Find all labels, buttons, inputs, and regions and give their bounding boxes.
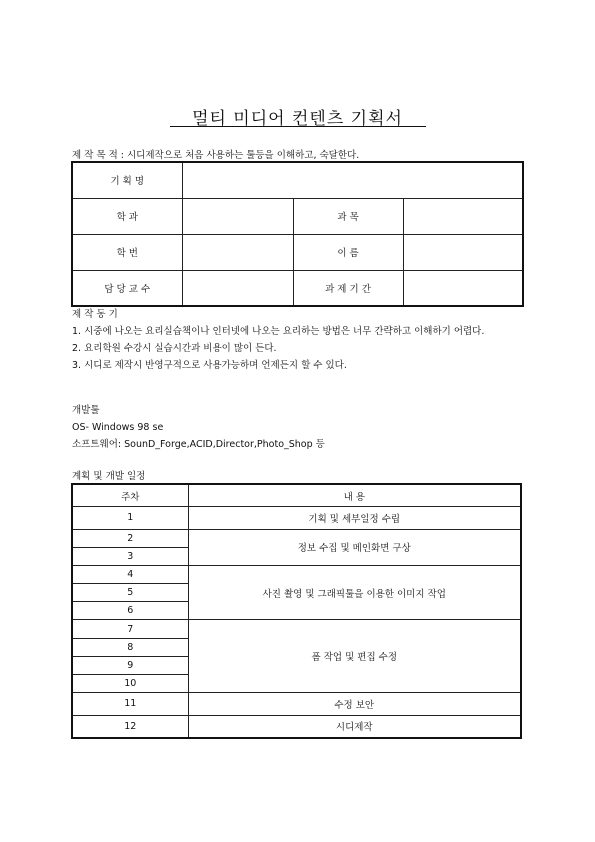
name-label: 이 름 [293, 234, 403, 270]
week-cell: 10 [72, 675, 188, 693]
week-cell: 3 [72, 547, 188, 565]
motive-item-1: 1. 시중에 나오는 요리실습책이나 인터넷에 나오는 요리하는 방법은 너무 간략하고 이해하기 어렵다. [72, 326, 485, 337]
table-row [72, 529, 521, 547]
department-value [182, 198, 293, 234]
production-purpose: 제 작 목 적 : 시디제작으로 처음 사용하는 툴등을 이해하고, 숙달한다. [72, 150, 360, 161]
week-cell: 5 [72, 584, 188, 602]
plan-name-value [182, 162, 523, 198]
task-cell: 기획 및 세부일정 수립 [188, 507, 521, 530]
task-cell: 사진 촬영 및 그래픽툴을 이용한 이미지 작업 [188, 565, 521, 620]
week-cell: 9 [72, 656, 188, 674]
table-row [72, 620, 521, 638]
table-row [72, 715, 521, 738]
document-title: 멀티 미디어 컨텐츠 기획서 [192, 109, 403, 129]
dev-tools-section [72, 402, 524, 453]
week-cell: 7 [72, 620, 188, 638]
name-value [403, 234, 523, 270]
course-label: 과 목 [293, 198, 403, 234]
schedule-content-header: 내 용 [188, 484, 521, 507]
motive-section [72, 306, 524, 374]
week-cell: 1 [72, 507, 188, 530]
task-cell: 폼 작업 및 편집 수정 [188, 620, 521, 693]
course-value [403, 198, 523, 234]
week-cell: 2 [72, 529, 188, 547]
task-cell: 정보 수집 및 메인화면 구상 [188, 529, 521, 565]
title-underline [170, 126, 426, 127]
professor-label: 담 당 교 수 [72, 270, 182, 306]
dev-software: 소프트웨어: SounD_Forge,ACID,Director,Photo_Shop 등 [72, 439, 325, 450]
task-cell: 수정 보안 [188, 693, 521, 716]
table-row [72, 507, 521, 530]
schedule-table [71, 483, 522, 739]
department-label: 학 과 [72, 198, 182, 234]
motive-heading: 제 작 동 기 [72, 309, 118, 320]
period-value [403, 270, 523, 306]
table-row [72, 693, 521, 716]
table-row [72, 565, 521, 583]
dev-tools-heading: 개발툴 [72, 405, 100, 416]
student-id-value [182, 234, 293, 270]
week-cell: 6 [72, 602, 188, 620]
plan-info-table [71, 161, 524, 307]
motive-item-2: 2. 요리학원 수강시 실습시간과 비용이 많이 든다. [72, 343, 277, 354]
professor-value [182, 270, 293, 306]
motive-item-3: 3. 시디로 제작시 반영구적으로 사용가능하며 언제든지 할 수 있다. [72, 360, 347, 371]
dev-os: OS- Windows 98 se [72, 422, 164, 433]
schedule-caption: 계획 및 개발 일정 [72, 471, 146, 482]
task-cell: 시디제작 [188, 715, 521, 738]
week-cell: 11 [72, 693, 188, 716]
student-id-label: 학 번 [72, 234, 182, 270]
week-cell: 12 [72, 715, 188, 738]
plan-name-label: 기 획 명 [72, 162, 182, 198]
period-label: 과 제 기 간 [293, 270, 403, 306]
week-cell: 8 [72, 638, 188, 656]
schedule-week-header: 주차 [72, 484, 188, 507]
week-cell: 4 [72, 565, 188, 583]
